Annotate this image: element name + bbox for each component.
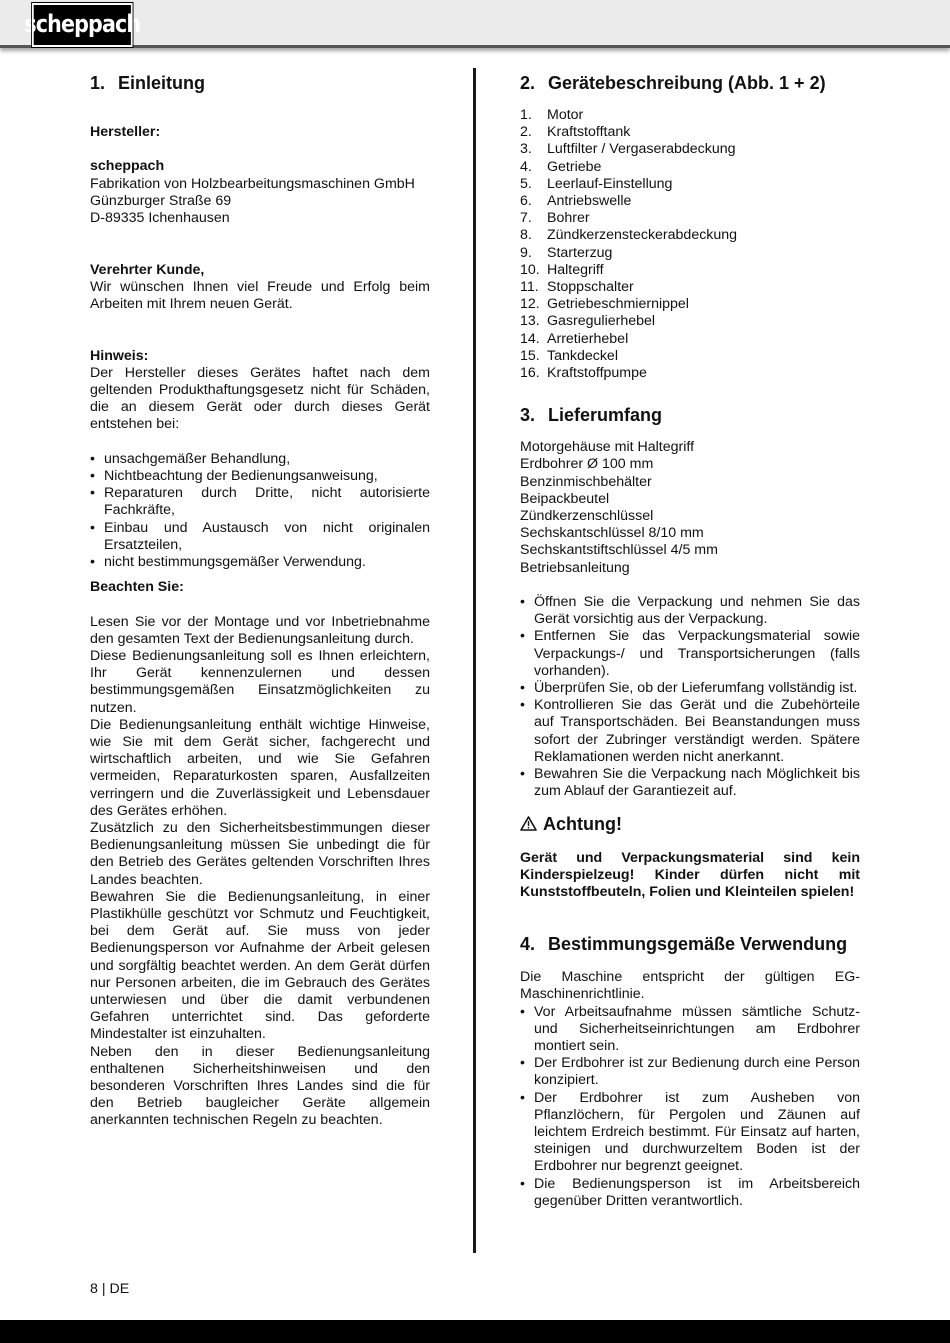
observe-paragraph: Die Bedienungsanleitung enthält wichtige Hinweise, wie Sie mit dem Gerät sicher, fachgerecht und wirtschaftlich arbeiten, und wie Sie Gefahren vermeiden, Reparaturkosten sparen, Ausfallzeiten verringern und die Zuverlässigkeit und Lebensdauer des Gerätes erhöhen. — [90, 716, 430, 819]
list-item: 1. Motor — [520, 107, 584, 123]
list-item: • Öffnen Sie die Verpackung und nehmen Sie das Gerät vorsichtig aus der Verpackung. — [520, 594, 860, 628]
list-item: • Überprüfen Sie, ob der Lieferumfang vollständig ist. — [520, 680, 860, 697]
list-item: • Der Erdbohrer ist zur Bedienung durch eine Person konzipiert. — [520, 1055, 860, 1089]
list-item: 4. Getriebe — [520, 158, 602, 175]
list-item: • nicht bestimmungsgemäßer Verwendung. — [90, 554, 430, 571]
parts-list — [520, 107, 860, 382]
list-item: 9. Starterzug — [520, 244, 613, 261]
footer-separator: | — [101, 1281, 106, 1297]
delivery-item: Betriebsanleitung — [520, 559, 630, 576]
company-address-line: Fabrikation von Holzbearbeitungsmaschinen GmbH — [90, 175, 415, 192]
delivery-item: Erdbohrer Ø 100 mm — [520, 456, 654, 473]
list-item: • Der Erdbohrer ist zum Ausheben von Pflanzlöchern, für Pergolen und Zäunen auf leichtem Erdreich bestimmt. Für Einsatz auf harten, steinigen und durchwurzeltem Boden ist der Erdbohrer nur begrenzt geeignet. — [520, 1090, 860, 1176]
list-item: 11. Stoppschalter — [520, 279, 634, 296]
header-bar — [0, 0, 950, 48]
page-number: 8 — [90, 1281, 98, 1297]
list-item: 7. Bohrer — [520, 210, 590, 227]
delivery-item: Beipackbeutel — [520, 490, 610, 507]
observe-paragraph: Zusätzlich zu den Sicherheitsbestimmungen dieser Bedienungsanleitung müssen Sie unbedingt die für den Betrieb des Gerätes geltenden Vorschriften Ihres Landes beachten. — [90, 820, 430, 888]
list-item: • Einbau und Austausch von nicht originalen Ersatzteilen, — [90, 520, 430, 554]
list-item: • Die Bedienungsperson ist im Arbeitsbereich gegenüber Dritten verantwortlich. — [520, 1176, 860, 1210]
observe-paragraph: Neben den in dieser Bedienungsanleitung enthaltenen Sicherheitshinweisen und den besonderen Vorschriften Ihres Landes sind die für den Betrieb baugleicher Geräte allgemein anerkannten technischen Regeln zu beachten. — [90, 1043, 430, 1129]
delivery-item: Motorgehäuse mit Haltegriff — [520, 439, 695, 456]
section-4-heading: 4. Bestimmungsgemäße Verwendung — [520, 934, 848, 955]
section-3-heading: 3. Lieferumfang — [520, 405, 663, 426]
observe-heading: Beachten Sie: — [90, 579, 184, 596]
note-bullet-list — [90, 451, 430, 571]
warning-text: Gerät und Verpackungsmaterial sind kein Kinderspielzeug! Kinder dürfen nicht mit Kunststoffbeuteln, Folien und Kleinteilen spielen! — [520, 849, 860, 900]
customer-heading: Verehrter Kunde, — [90, 261, 205, 278]
list-item: • Nichtbeachtung der Bedienungsanweisung, — [90, 468, 430, 485]
list-item: • Kontrollieren Sie das Gerät und die Zubehörteile auf Transportschäden. Bei Beanstandungen muss sofort der Zubringer verständigt werden. Spätere Reklamationen werden nicht anerkannt. — [520, 697, 860, 766]
observe-paragraph: Lesen Sie vor der Montage und vor Inbetriebnahme den gesamten Text der Bedienungsanleitung durch. — [90, 613, 430, 647]
list-item: 5. Leerlauf-Einstellung — [520, 175, 673, 192]
column-divider — [473, 68, 476, 1253]
list-item: 6. Antriebswelle — [520, 193, 632, 210]
company-address-line: D-89335 Ichenhausen — [90, 210, 230, 226]
delivery-item: Benzinmischbehälter — [520, 473, 652, 490]
delivery-bullet-list — [520, 594, 860, 800]
list-item: 13. Gasregulierhebel — [520, 313, 656, 330]
customer-text: Wir wünschen Ihnen viel Freude und Erfolg beim Arbeiten mit Ihrem neuen Gerät. — [90, 278, 430, 312]
section-1-heading: 1. Einleitung — [90, 73, 205, 93]
delivery-item: Sechskantstiftschlüssel 4/5 mm — [520, 542, 718, 559]
right-column — [520, 70, 860, 1210]
usage-intro: Die Maschine entspricht der gültigen EG-Maschinenrichtlinie. — [520, 969, 860, 1003]
note-heading: Hinweis: — [90, 347, 149, 364]
list-item: 2. Kraftstofftank — [520, 124, 631, 141]
list-item: • Vor Arbeitsaufnahme müssen sämtliche Schutz- und Sicherheitseinrichtungen am Erdbohrer montiert sein. — [520, 1004, 860, 1056]
list-item: 3. Luftfilter / Vergaserabdeckung — [520, 141, 736, 158]
warning-triangle-icon — [520, 816, 537, 831]
company-address-line: Günzburger Straße 69 — [90, 192, 232, 209]
delivery-item: Sechskantschlüssel 8/10 mm — [520, 525, 704, 542]
observe-paragraph: Bewahren Sie die Bedienungsanleitung, in einer Plastikhülle geschützt vor Schmutz und Feuchtigkeit, bei dem Gerät auf. Sie muss von jeder Bedienungsperson vor Aufnahme der Arbeit gelesen und sorgfältig beachtet werden. An dem Gerät dürfen nur Personen arbeiten, die im Gebrauch des Gerätes unterwiesen und über die damit verbundenen Gefahren unterrichtet sind. Das geforderte Mindestalter ist einzuhalten. — [90, 888, 430, 1043]
delivery-item: Zündkerzenschlüssel — [520, 508, 654, 525]
company-name: scheppach — [90, 158, 165, 175]
page-footer — [90, 1281, 129, 1298]
list-item: 10. Haltegriff — [520, 261, 604, 278]
list-item: 14. Arretierhebel — [520, 330, 629, 347]
warning-heading: Achtung! — [520, 813, 860, 835]
list-item: 8. Zündkerzensteckerabdeckung — [520, 227, 738, 244]
list-item: • Bewahren Sie die Verpackung nach Möglichkeit bis zum Ablauf der Garantiezeit auf. — [520, 766, 860, 800]
list-item: • unsachgemäßer Behandlung, — [90, 451, 430, 468]
list-item: • Entfernen Sie das Verpackungsmaterial sowie Verpackungs-/ und Transportsicherungen (falls vorhanden). — [520, 628, 860, 680]
observe-paragraph: Diese Bedienungsanleitung soll es Ihnen erleichtern, Ihr Gerät kennenzulernen und dessen bestimmungsgemäßen Einsatzmöglichkeiten zu nutzen. — [90, 647, 430, 716]
list-item: 12. Getriebeschmiernippel — [520, 296, 689, 313]
manufacturer-label: Hersteller: — [90, 124, 161, 140]
usage-bullet-list — [520, 1004, 860, 1210]
left-column — [90, 70, 430, 1130]
brand-logo: scheppach — [32, 3, 133, 47]
list-item: 15. Tankdeckel — [520, 347, 618, 364]
list-item: • Reparaturen durch Dritte, nicht autorisierte Fachkräfte, — [90, 485, 430, 519]
note-text: Der Hersteller dieses Gerätes haftet nach dem geltenden Produkthaftungsgesetz nicht für Schäden, die an diesem Gerät oder durch dieses Gerät entstehen bei: — [90, 364, 430, 433]
section-2-heading: 2. Gerätebeschreibung (Abb. 1 + 2) — [520, 73, 826, 93]
bottom-bar — [0, 1320, 950, 1343]
language-code: DE — [109, 1281, 130, 1297]
list-item: 16. Kraftstoffpumpe — [520, 365, 647, 382]
